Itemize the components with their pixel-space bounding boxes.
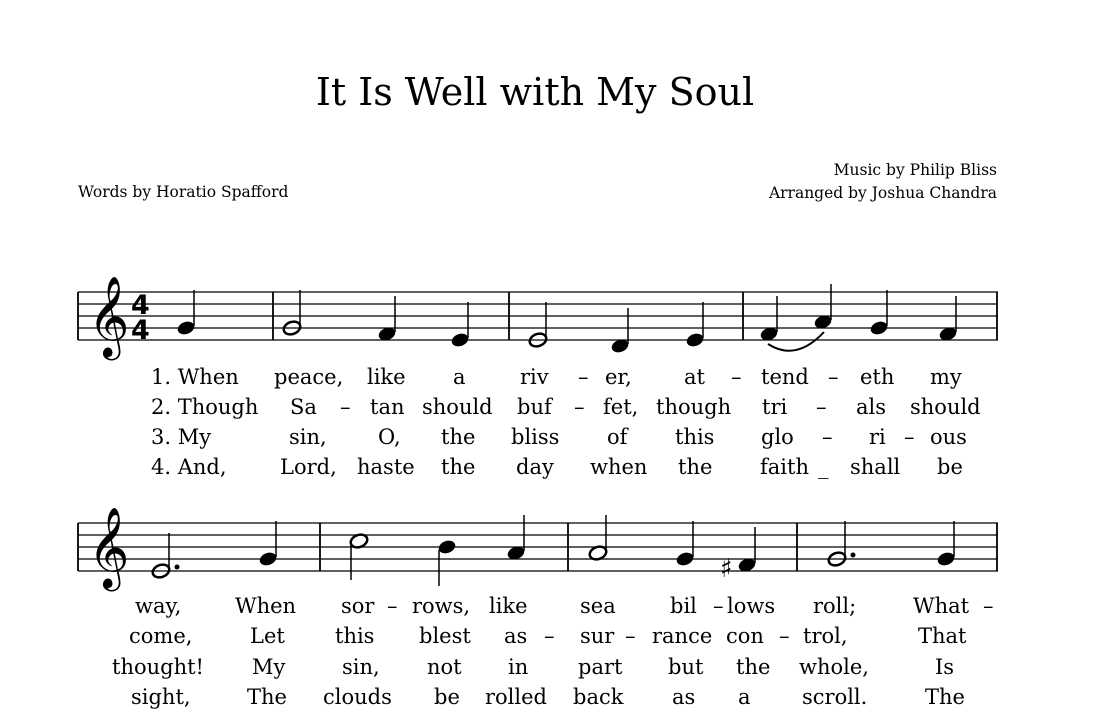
lyric-syllable: rows,: [412, 594, 471, 618]
lyric-syllable: O,: [378, 425, 401, 449]
note: [258, 550, 278, 567]
lyric-syllable: fet,: [603, 395, 639, 419]
lyric-syllable: a: [738, 685, 751, 709]
lyric-line-4: [151, 455, 963, 479]
treble-clef-icon: 𝄞: [88, 275, 130, 357]
lyric-syllable: 4. And,: [151, 455, 227, 479]
note: [675, 550, 695, 567]
lyric-syllable: faith: [760, 455, 809, 479]
lyric-syllable: in: [508, 655, 529, 679]
lyric-syllable: rolled: [485, 685, 547, 709]
lyric-syllable: roll;: [813, 594, 857, 618]
lyric-syllable: eth: [860, 365, 895, 389]
lyric-syllable: rance: [652, 624, 713, 648]
lyric-syllable: bil: [670, 594, 697, 618]
staff-lines: [78, 523, 998, 571]
sharp-icon: ♯: [720, 554, 733, 584]
lyric-syllable: like: [367, 365, 406, 389]
lyric-syllable: this: [335, 624, 375, 648]
lyric-hyphen: –: [822, 425, 833, 449]
staff-system-2: [78, 523, 998, 571]
note: [176, 319, 196, 336]
lyric-syllable: Let: [250, 624, 285, 648]
lyric-syllable: sur: [580, 624, 615, 648]
lyric-syllable: sight,: [131, 685, 191, 709]
lyric-syllable: be: [434, 685, 460, 709]
lyric-line-1: [151, 365, 962, 389]
lyric-syllable: be: [937, 455, 963, 479]
lyric-syllable: When: [235, 594, 297, 618]
lyric-syllable: back: [573, 685, 624, 709]
lyric-syllable: should: [422, 395, 493, 419]
lyric-syllable: Is: [935, 655, 955, 679]
lyric-syllable: con: [726, 624, 764, 648]
lyric-syllable: sin,: [342, 655, 380, 679]
lyric-syllable: thought!: [112, 655, 204, 679]
arranger-credit: Arranged by Joshua Chandra: [768, 184, 997, 202]
lyric-hyphen: –: [340, 395, 351, 419]
lyric-syllable: 3. My: [151, 425, 212, 449]
lyric-hyphen: –: [779, 624, 790, 648]
lyric-extender: _: [818, 455, 829, 479]
lyric-syllable: riv: [520, 365, 549, 389]
lyric-syllable: tan: [370, 395, 405, 419]
lyric-syllable: clouds: [323, 685, 392, 709]
lyric-syllable: That: [918, 624, 967, 648]
lyric-syllable: as: [504, 624, 528, 648]
lyric-syllable: should: [910, 395, 981, 419]
note: [450, 331, 470, 348]
lyric-hyphen: –: [578, 365, 589, 389]
lyric-syllable: my: [930, 365, 962, 389]
note: [936, 550, 956, 567]
lyric-syllable: What: [913, 594, 970, 618]
lyric-syllable: the: [441, 425, 476, 449]
page-title: It Is Well with My Soul: [315, 70, 755, 114]
lyric-syllable: lows: [727, 594, 776, 618]
lyric-hyphen: –: [828, 365, 839, 389]
lyric-syllable: way,: [135, 594, 182, 618]
lyric-syllable: but: [668, 655, 704, 679]
lyric-syllable: part: [578, 655, 623, 679]
lyric-syllable: er,: [605, 365, 632, 389]
lyric-hyphen: –: [731, 365, 742, 389]
lyric-syllable: sor: [341, 594, 375, 618]
time-signature-bottom: 4: [131, 315, 150, 346]
lyric-line-2: [151, 395, 981, 419]
lyric-syllable: shall: [850, 455, 901, 479]
notes-system-1: [176, 284, 958, 355]
lyric-line-6: [129, 624, 967, 648]
lyric-syllable: 2. Though: [151, 395, 259, 419]
lyric-syllable: this: [675, 425, 715, 449]
lyric-syllable: sin,: [289, 425, 327, 449]
lyrics-system-1: [151, 365, 981, 479]
lyric-syllable: whole,: [799, 655, 869, 679]
lyric-syllable: haste: [357, 455, 415, 479]
lyric-syllable: buf: [517, 395, 552, 419]
lyric-syllable: the: [678, 455, 713, 479]
lyric-syllable: the: [441, 455, 476, 479]
lyric-syllable: the: [736, 655, 771, 679]
lyric-hyphen: –: [625, 624, 636, 648]
notes-system-2: [151, 515, 956, 586]
lyric-syllable: scroll.: [802, 685, 868, 709]
lyric-syllable: bliss: [511, 425, 560, 449]
lyric-syllable: of: [607, 425, 628, 449]
lyric-line-8: [131, 685, 965, 709]
lyric-syllable: 1. When: [151, 365, 239, 389]
lyric-syllable: ri: [869, 425, 886, 449]
treble-clef-icon: 𝄞: [88, 506, 130, 588]
lyric-hyphen: –: [713, 594, 724, 618]
note: [869, 319, 889, 336]
lyric-syllable: Lord,: [280, 455, 337, 479]
music-credit: Music by Philip Bliss: [833, 161, 997, 179]
lyric-syllable: as: [672, 685, 696, 709]
time-signature-top: 4: [131, 290, 150, 321]
lyric-hyphen: –: [983, 594, 994, 618]
lyric-syllable: tri: [762, 395, 788, 419]
lyric-syllable: sea: [580, 594, 616, 618]
lyric-line-5: [135, 594, 994, 618]
lyric-syllable: The: [247, 685, 287, 709]
lyric-syllable: als: [856, 395, 887, 419]
lyric-syllable: Sa: [290, 395, 317, 419]
lyric-syllable: not: [427, 655, 462, 679]
lyric-hyphen: –: [574, 395, 585, 419]
lyric-line-3: [151, 425, 967, 449]
lyric-syllable: come,: [129, 624, 193, 648]
words-credit: Words by Horatio Spafford: [78, 183, 289, 201]
lyric-syllable: glo: [761, 425, 794, 449]
lyric-syllable: trol,: [803, 624, 848, 648]
lyric-syllable: like: [489, 594, 528, 618]
lyric-syllable: day: [516, 455, 554, 479]
lyric-hyphen: –: [544, 624, 555, 648]
lyric-hyphen: –: [387, 594, 398, 618]
lyric-syllable: ous: [930, 425, 967, 449]
lyric-syllable: blest: [419, 624, 471, 648]
lyric-syllable: though: [656, 395, 732, 419]
lyric-hyphen: –: [816, 395, 827, 419]
lyric-hyphen: –: [904, 425, 915, 449]
lyric-line-7: [112, 655, 954, 679]
lyric-syllable: peace,: [274, 365, 344, 389]
lyric-syllable: The: [925, 685, 965, 709]
lyric-syllable: My: [252, 655, 286, 679]
note: [685, 331, 705, 348]
note: [437, 538, 457, 555]
lyric-syllable: when: [590, 455, 648, 479]
lyric-syllable: tend: [761, 365, 809, 389]
lyrics-system-2: [112, 594, 994, 709]
lyric-syllable: a: [453, 365, 466, 389]
lyric-syllable: at: [684, 365, 705, 389]
